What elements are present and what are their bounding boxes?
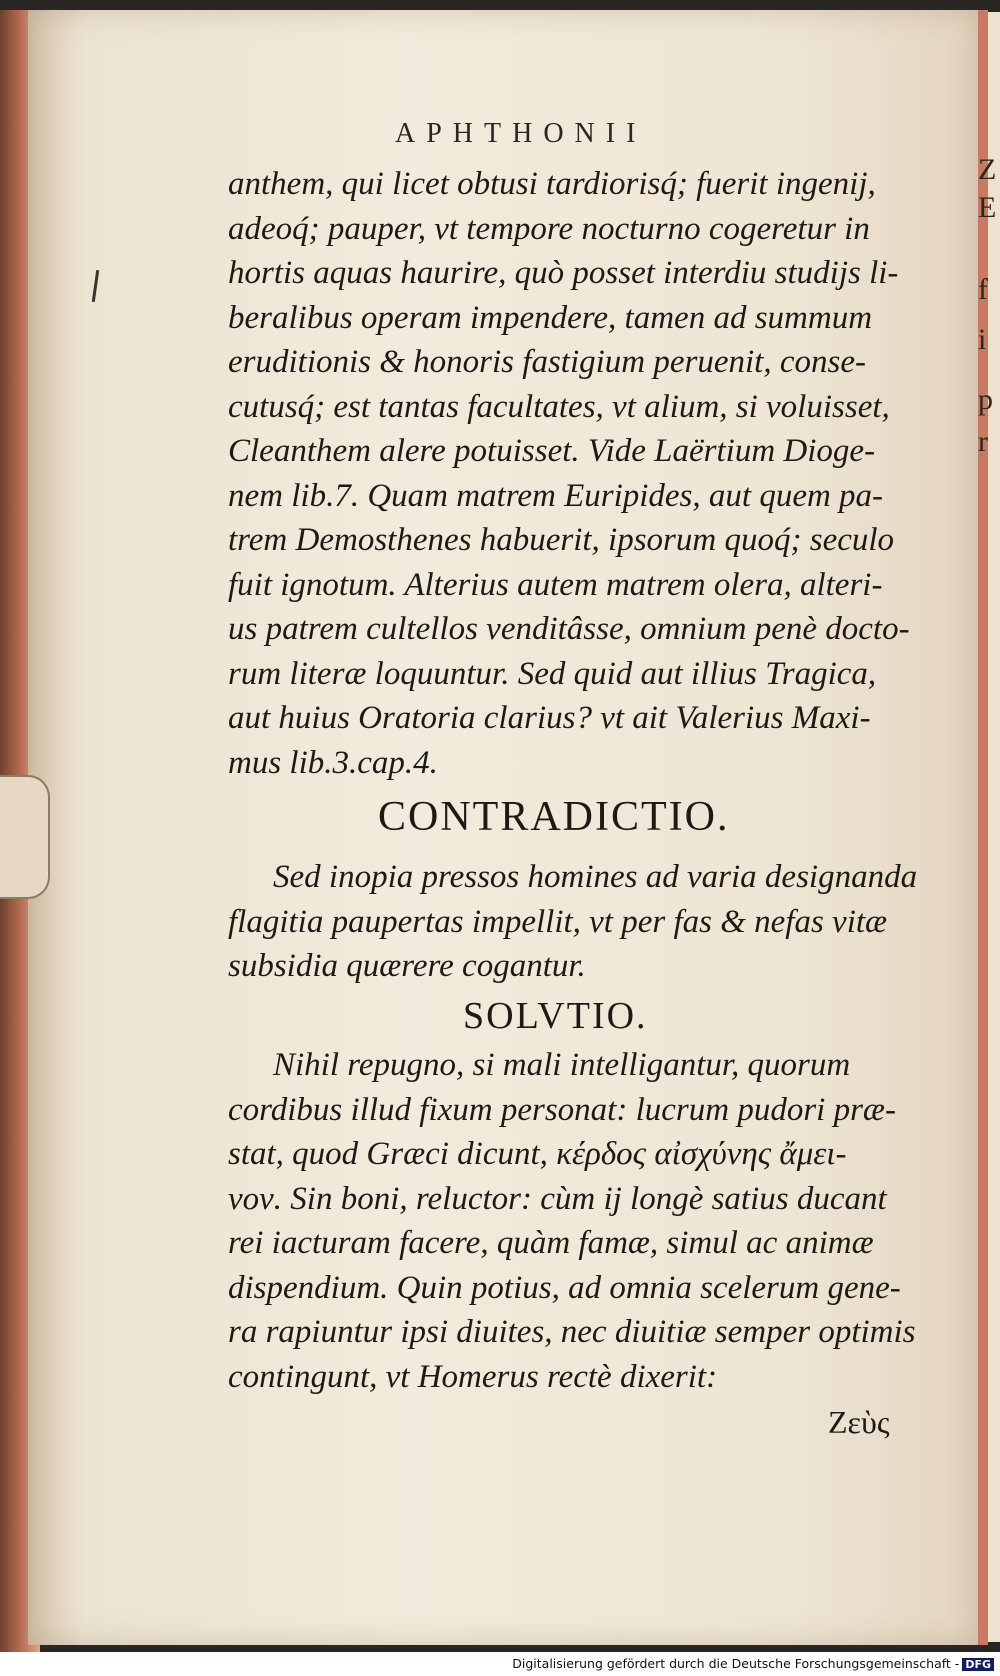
book-clasp <box>0 775 50 899</box>
text-line: ra rapiuntur ipsi diuites, nec diuitiæ semper optimis <box>228 1314 916 1350</box>
facing-glyph: Z <box>978 153 997 186</box>
contradictio-paragraph <box>228 855 928 989</box>
text-line: nem lib.7. Quam matrem Euripides, aut quem pa- <box>228 477 884 514</box>
text-line: Cleanthem alere potuisset. Vide Laërtium Dioge- <box>228 433 876 469</box>
facing-glyph: i <box>978 323 987 356</box>
text-line: Sed inopia pressos homines ad varia designanda <box>273 859 918 895</box>
facing-glyph: E <box>978 191 997 224</box>
text-line: rum literæ loquuntur. Sed quid aut illius Tragica, <box>228 655 877 692</box>
text-line: contingunt, vt Homerus rectè dixerit: <box>228 1358 718 1395</box>
body-text <box>228 162 928 785</box>
footer-credit <box>512 1656 994 1671</box>
text-line: Nihil repugno, si mali intelligantur, quorum <box>273 1047 851 1083</box>
text-line: us patrem cultellos venditâsse, omnium penè docto- <box>228 611 910 647</box>
facing-glyph: p <box>978 383 993 416</box>
text-line: νον. Sin boni, reluctor: cùm ij longè satius ducant <box>228 1180 887 1217</box>
text-line: aut huius Oratoria clarius? vt ait Valerius Maxi- <box>228 700 871 736</box>
text-line: subsidia quærere cogantur. <box>228 948 586 984</box>
text-line: eruditionis & honoris fastigium peruenit, conse- <box>228 344 866 380</box>
facing-glyph: r <box>978 425 988 458</box>
text-line: adeoq́; pauper, vt tempore nocturno cogeretur in <box>228 210 870 247</box>
text-line: trem Demosthenes habuerit, ipsorum quoq́; seculo <box>228 522 895 558</box>
facing-page-glyphs <box>978 140 1000 472</box>
text-line: mus lib.3.cap.4. <box>228 744 438 781</box>
text-line: fuit ignotum. Alterius autem matrem olera, alteri- <box>228 566 883 603</box>
section-heading-contradictio: CONTRADICTIO. <box>378 794 730 840</box>
catchword: Ζεὺς <box>828 1404 890 1440</box>
text-line: dispendium. Quin potius, ad omnia scelerum gene- <box>228 1269 901 1306</box>
text-line: flagitia paupertas impellit, vt per fas & nefas vitæ <box>228 903 888 940</box>
text-line: cordibus illud fixum personat: lucrum pudori præ- <box>228 1091 896 1128</box>
section-heading-solutio: SOLVTIO. <box>463 995 648 1037</box>
text-line: rei iacturam facere, quàm famæ, simul ac animæ <box>228 1225 874 1261</box>
text-line: stat, quod Græci dicunt, κέρδος αἰσχύνης ἄμει- <box>228 1136 847 1172</box>
text-line: hortis aquas haurire, quò posset interdiu studijs li- <box>228 255 899 291</box>
text-line: anthem, qui licet obtusi tardiorisq́; fuerit ingenij, <box>228 166 876 202</box>
text-line: cutusq́; est tantas facultates, vt alium, si voluisset, <box>228 388 890 425</box>
solutio-paragraph <box>228 1043 928 1399</box>
footer-text: Digitalisierung gefördert durch die Deutsche Forschungsgemeinschaft - <box>512 1656 960 1671</box>
facing-glyph: f <box>978 273 988 306</box>
text-line: beralibus operam impendere, tamen ad summum <box>228 299 873 336</box>
dfg-logo: DFG <box>962 1658 994 1671</box>
running-header: APHTHONII <box>395 118 647 149</box>
